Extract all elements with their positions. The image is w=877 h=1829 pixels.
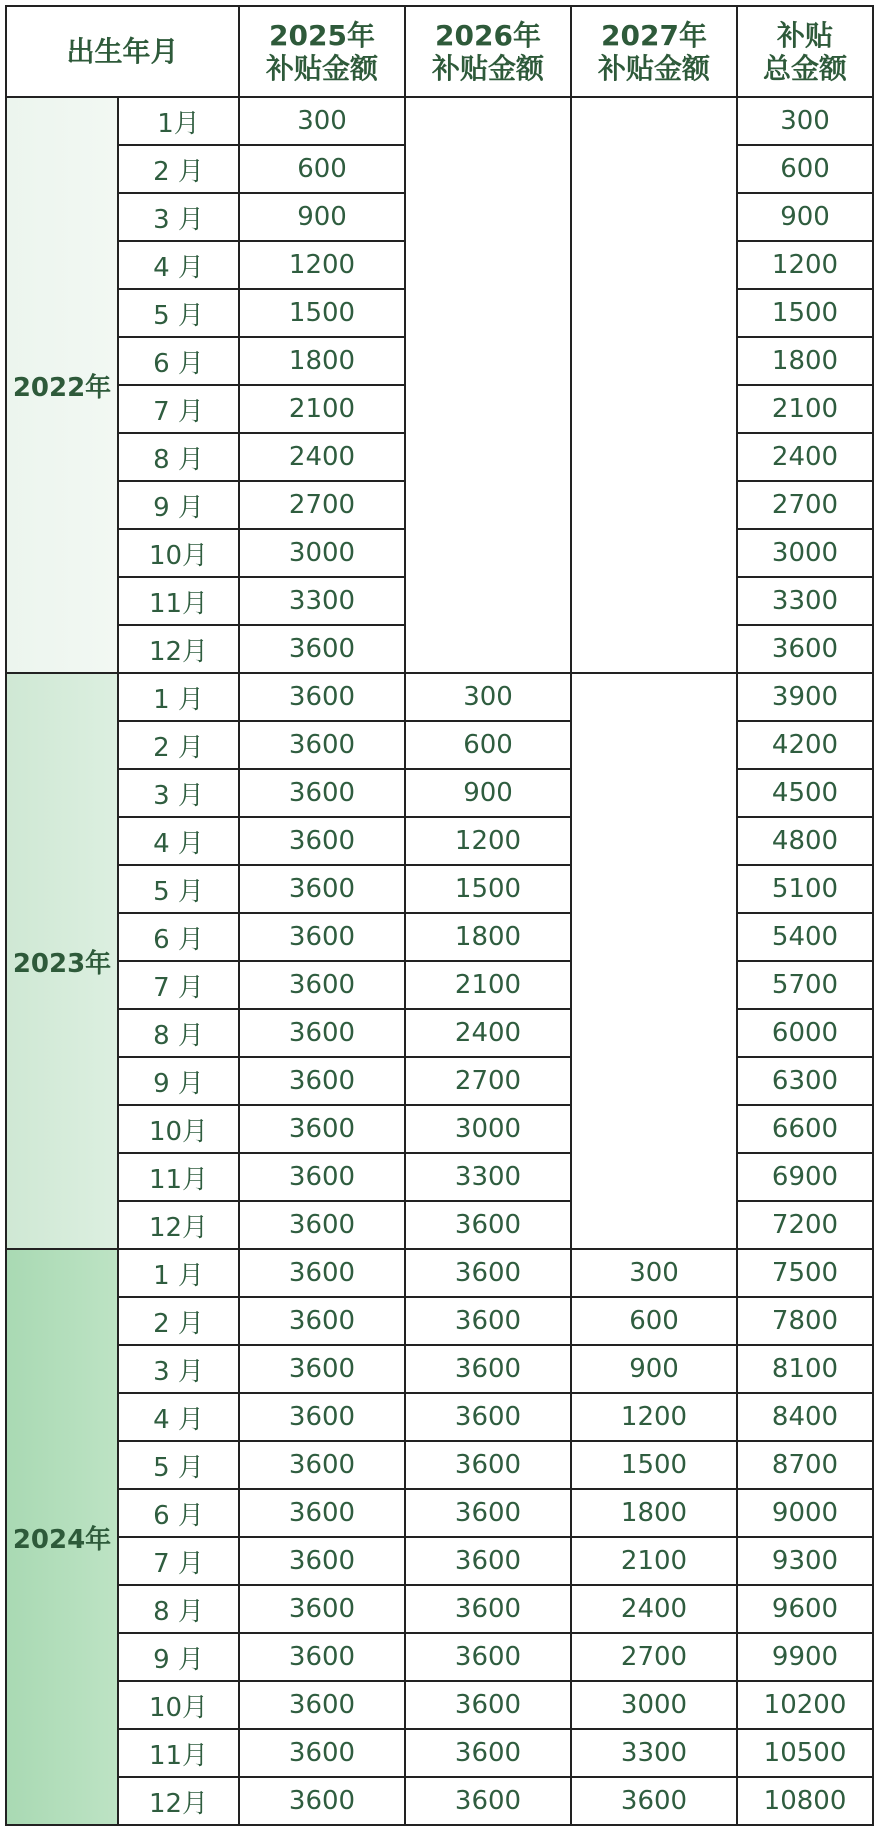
birth-month-cell: 1 月 — [118, 673, 239, 721]
total-amount-cell: 1200 — [737, 241, 873, 289]
amount-2025-cell: 3600 — [239, 721, 405, 769]
amount-2026-cell: 2700 — [405, 1057, 571, 1105]
birth-month-cell: 5 月 — [118, 289, 239, 337]
header-2025-amount — [239, 6, 405, 97]
table-row — [6, 1153, 873, 1201]
amount-2025-cell: 3600 — [239, 865, 405, 913]
birth-month-cell: 2 月 — [118, 721, 239, 769]
total-amount-cell: 7800 — [737, 1297, 873, 1345]
birth-month-cell: 8 月 — [118, 433, 239, 481]
birth-month-cell: 12月 — [118, 1777, 239, 1825]
amount-2027-cell: 1800 — [571, 1489, 737, 1537]
amount-2026-cell: 3600 — [405, 1681, 571, 1729]
amount-2026-cell: 3600 — [405, 1585, 571, 1633]
total-amount-cell: 8700 — [737, 1441, 873, 1489]
amount-2026-cell: 1200 — [405, 817, 571, 865]
amount-2026-cell: 3600 — [405, 1633, 571, 1681]
empty-2027-cell — [571, 673, 737, 1249]
table-row — [6, 1249, 873, 1297]
total-amount-cell: 9900 — [737, 1633, 873, 1681]
table-row — [6, 1105, 873, 1153]
amount-2025-cell: 3600 — [239, 1729, 405, 1777]
birth-month-cell: 2 月 — [118, 145, 239, 193]
table-row — [6, 1537, 873, 1585]
table-row — [6, 913, 873, 961]
birth-month-cell: 2 月 — [118, 1297, 239, 1345]
total-amount-cell: 5400 — [737, 913, 873, 961]
header-2027-line1: 2027年 — [601, 18, 707, 52]
table-row — [6, 1057, 873, 1105]
birth-month-cell: 9 月 — [118, 481, 239, 529]
amount-2026-cell: 3600 — [405, 1297, 571, 1345]
birth-year-cell: 2024年 — [6, 1249, 118, 1825]
amount-2027-cell: 3300 — [571, 1729, 737, 1777]
amount-2026-cell: 3600 — [405, 1345, 571, 1393]
table-row — [6, 1201, 873, 1249]
header-total-amount — [737, 6, 873, 97]
birth-month-cell: 5 月 — [118, 1441, 239, 1489]
birth-month-cell: 3 月 — [118, 193, 239, 241]
table-row — [6, 961, 873, 1009]
birth-year-cell: 2022年 — [6, 97, 118, 673]
table-row — [6, 721, 873, 769]
amount-2026-cell: 3600 — [405, 1393, 571, 1441]
total-amount-cell: 8400 — [737, 1393, 873, 1441]
amount-2025-cell: 3600 — [239, 817, 405, 865]
amount-2025-cell: 3600 — [239, 1537, 405, 1585]
birth-month-cell: 6 月 — [118, 337, 239, 385]
table-row — [6, 1777, 873, 1825]
header-2026-amount — [405, 6, 571, 97]
total-amount-cell: 4500 — [737, 769, 873, 817]
birth-month-cell: 10月 — [118, 529, 239, 577]
amount-2025-cell: 3300 — [239, 577, 405, 625]
amount-2027-cell: 600 — [571, 1297, 737, 1345]
amount-2027-cell: 2100 — [571, 1537, 737, 1585]
amount-2026-cell: 900 — [405, 769, 571, 817]
total-amount-cell: 10200 — [737, 1681, 873, 1729]
total-amount-cell: 5100 — [737, 865, 873, 913]
amount-2026-cell: 3600 — [405, 1729, 571, 1777]
amount-2025-cell: 3600 — [239, 1201, 405, 1249]
total-amount-cell: 3600 — [737, 625, 873, 673]
total-amount-cell: 2100 — [737, 385, 873, 433]
amount-2026-cell: 2400 — [405, 1009, 571, 1057]
total-amount-cell: 9600 — [737, 1585, 873, 1633]
birth-month-cell: 6 月 — [118, 1489, 239, 1537]
birth-month-cell: 9 月 — [118, 1633, 239, 1681]
birth-month-cell: 12月 — [118, 1201, 239, 1249]
amount-2025-cell: 3600 — [239, 769, 405, 817]
amount-2025-cell: 3600 — [239, 1297, 405, 1345]
empty-2026-cell — [405, 97, 571, 673]
birth-month-cell: 9 月 — [118, 1057, 239, 1105]
total-amount-cell: 1800 — [737, 337, 873, 385]
total-amount-cell: 300 — [737, 97, 873, 145]
birth-month-cell: 7 月 — [118, 385, 239, 433]
amount-2027-cell: 2700 — [571, 1633, 737, 1681]
amount-2026-cell: 1500 — [405, 865, 571, 913]
amount-2025-cell: 3600 — [239, 913, 405, 961]
amount-2026-cell: 1800 — [405, 913, 571, 961]
header-2027-amount — [571, 6, 737, 97]
total-amount-cell: 4200 — [737, 721, 873, 769]
header-2025-line1: 2025年 — [269, 18, 375, 52]
total-amount-cell: 6600 — [737, 1105, 873, 1153]
amount-2025-cell: 3600 — [239, 1057, 405, 1105]
amount-2026-cell: 600 — [405, 721, 571, 769]
birth-month-cell: 4 月 — [118, 241, 239, 289]
birth-month-cell: 11月 — [118, 1153, 239, 1201]
birth-month-cell: 8 月 — [118, 1585, 239, 1633]
birth-month-cell: 8 月 — [118, 1009, 239, 1057]
table-row — [6, 1393, 873, 1441]
amount-2025-cell: 3600 — [239, 1345, 405, 1393]
header-2025-line2: 补贴金额 — [266, 51, 379, 85]
header-2026-line1: 2026年 — [435, 18, 541, 52]
birth-year-cell: 2023年 — [6, 673, 118, 1249]
amount-2027-cell: 1200 — [571, 1393, 737, 1441]
total-amount-cell: 9000 — [737, 1489, 873, 1537]
amount-2025-cell: 3600 — [239, 1777, 405, 1825]
total-amount-cell: 2400 — [737, 433, 873, 481]
birth-month-cell: 11月 — [118, 577, 239, 625]
total-amount-cell: 6900 — [737, 1153, 873, 1201]
amount-2027-cell: 300 — [571, 1249, 737, 1297]
amount-2027-cell: 2400 — [571, 1585, 737, 1633]
amount-2026-cell: 2100 — [405, 961, 571, 1009]
total-amount-cell: 1500 — [737, 289, 873, 337]
table-row — [6, 1489, 873, 1537]
birth-month-cell: 1月 — [118, 97, 239, 145]
birth-month-cell: 10月 — [118, 1105, 239, 1153]
birth-month-cell: 4 月 — [118, 817, 239, 865]
birth-month-cell: 7 月 — [118, 961, 239, 1009]
header-birth-month: 出生年月 — [6, 6, 239, 97]
amount-2025-cell: 2400 — [239, 433, 405, 481]
amount-2025-cell: 3600 — [239, 1249, 405, 1297]
birth-month-cell: 10月 — [118, 1681, 239, 1729]
amount-2025-cell: 3600 — [239, 1681, 405, 1729]
birth-month-cell: 1 月 — [118, 1249, 239, 1297]
table-row — [6, 97, 873, 145]
table-row — [6, 865, 873, 913]
header-total-line2: 总金额 — [763, 51, 848, 85]
amount-2026-cell: 300 — [405, 673, 571, 721]
amount-2025-cell: 1500 — [239, 289, 405, 337]
amount-2027-cell: 1500 — [571, 1441, 737, 1489]
subsidy-table-container — [5, 5, 872, 1824]
amount-2025-cell: 900 — [239, 193, 405, 241]
total-amount-cell: 7200 — [737, 1201, 873, 1249]
header-total-line1: 补贴 — [777, 18, 834, 52]
amount-2025-cell: 3600 — [239, 1153, 405, 1201]
total-amount-cell: 900 — [737, 193, 873, 241]
total-amount-cell: 3900 — [737, 673, 873, 721]
total-amount-cell: 4800 — [737, 817, 873, 865]
subsidy-table — [5, 5, 874, 1826]
amount-2025-cell: 3600 — [239, 1393, 405, 1441]
amount-2026-cell: 3600 — [405, 1441, 571, 1489]
table-row — [6, 1585, 873, 1633]
amount-2026-cell: 3000 — [405, 1105, 571, 1153]
amount-2025-cell: 3600 — [239, 625, 405, 673]
table-row — [6, 817, 873, 865]
table-row — [6, 1681, 873, 1729]
amount-2026-cell: 3600 — [405, 1537, 571, 1585]
amount-2025-cell: 3600 — [239, 1585, 405, 1633]
table-row — [6, 769, 873, 817]
total-amount-cell: 5700 — [737, 961, 873, 1009]
table-row — [6, 1441, 873, 1489]
amount-2027-cell: 900 — [571, 1345, 737, 1393]
birth-month-cell: 5 月 — [118, 865, 239, 913]
amount-2025-cell: 3600 — [239, 1633, 405, 1681]
total-amount-cell: 6000 — [737, 1009, 873, 1057]
birth-month-cell: 6 月 — [118, 913, 239, 961]
header-2026-line2: 补贴金额 — [432, 51, 545, 85]
amount-2025-cell: 3600 — [239, 961, 405, 1009]
birth-month-cell: 7 月 — [118, 1537, 239, 1585]
empty-2027-cell — [571, 97, 737, 673]
amount-2026-cell: 3600 — [405, 1249, 571, 1297]
total-amount-cell: 7500 — [737, 1249, 873, 1297]
total-amount-cell: 600 — [737, 145, 873, 193]
table-row — [6, 1729, 873, 1777]
amount-2026-cell: 3600 — [405, 1201, 571, 1249]
amount-2025-cell: 3600 — [239, 1105, 405, 1153]
header-2027-line2: 补贴金额 — [598, 51, 711, 85]
amount-2025-cell: 2100 — [239, 385, 405, 433]
table-row — [6, 1297, 873, 1345]
amount-2027-cell: 3000 — [571, 1681, 737, 1729]
birth-month-cell: 12月 — [118, 625, 239, 673]
amount-2025-cell: 3600 — [239, 1441, 405, 1489]
total-amount-cell: 2700 — [737, 481, 873, 529]
total-amount-cell: 6300 — [737, 1057, 873, 1105]
total-amount-cell: 3000 — [737, 529, 873, 577]
table-row — [6, 673, 873, 721]
table-row — [6, 1345, 873, 1393]
amount-2026-cell: 3300 — [405, 1153, 571, 1201]
amount-2025-cell: 3600 — [239, 673, 405, 721]
total-amount-cell: 8100 — [737, 1345, 873, 1393]
header-row — [6, 6, 873, 97]
amount-2025-cell: 3600 — [239, 1009, 405, 1057]
birth-month-cell: 3 月 — [118, 769, 239, 817]
amount-2025-cell: 300 — [239, 97, 405, 145]
amount-2025-cell: 1200 — [239, 241, 405, 289]
table-row — [6, 1633, 873, 1681]
birth-month-cell: 4 月 — [118, 1393, 239, 1441]
birth-month-cell: 11月 — [118, 1729, 239, 1777]
amount-2025-cell: 3600 — [239, 1489, 405, 1537]
amount-2025-cell: 3000 — [239, 529, 405, 577]
amount-2026-cell: 3600 — [405, 1777, 571, 1825]
total-amount-cell: 10500 — [737, 1729, 873, 1777]
birth-month-cell: 3 月 — [118, 1345, 239, 1393]
amount-2026-cell: 3600 — [405, 1489, 571, 1537]
total-amount-cell: 10800 — [737, 1777, 873, 1825]
amount-2025-cell: 2700 — [239, 481, 405, 529]
table-row — [6, 1009, 873, 1057]
total-amount-cell: 9300 — [737, 1537, 873, 1585]
amount-2027-cell: 3600 — [571, 1777, 737, 1825]
amount-2025-cell: 1800 — [239, 337, 405, 385]
total-amount-cell: 3300 — [737, 577, 873, 625]
amount-2025-cell: 600 — [239, 145, 405, 193]
